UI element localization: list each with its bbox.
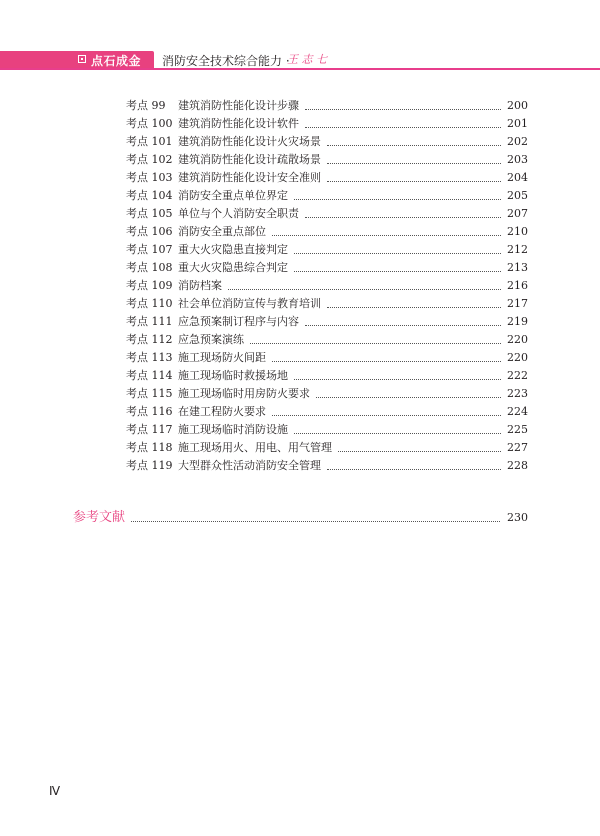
toc-entry[interactable]: [126, 349, 528, 367]
toc-entry[interactable]: [126, 313, 528, 331]
toc-entry-title: 建筑消防性能化设计步骤: [178, 99, 299, 112]
toc-entry-page: 200: [507, 99, 528, 112]
toc-entry-page: 210: [507, 225, 528, 238]
header-rule: [0, 68, 600, 70]
references-entry[interactable]: [73, 508, 528, 528]
toc-entry-page: 203: [507, 153, 528, 166]
toc-entry-title: 施工现场防火间距: [178, 351, 266, 364]
dot-leader: [250, 343, 501, 344]
toc-entry-number: 考点 119: [126, 459, 173, 472]
toc-entry-page: 213: [507, 261, 528, 274]
brand-label: 点石成金: [91, 54, 142, 68]
dot-leader: [294, 379, 501, 380]
toc-entry-page: 224: [507, 405, 528, 418]
toc-entry-page: 227: [507, 441, 528, 454]
toc-entry-title: 消防安全重点单位界定: [178, 189, 288, 202]
dot-leader: [305, 109, 501, 110]
dot-leader: [272, 361, 501, 362]
toc-entry-title: 单位与个人消防安全职责: [178, 207, 299, 220]
toc-entry-title: 建筑消防性能化设计软件: [178, 117, 299, 130]
dot-leader: [305, 217, 501, 218]
toc-entry-number: 考点 117: [126, 423, 173, 436]
toc-entry-number: 考点 104: [126, 189, 173, 202]
toc-entry[interactable]: [126, 241, 528, 259]
toc-entry-number: 考点 108: [126, 261, 173, 274]
dot-leader: [131, 521, 500, 522]
toc-entry-page: 219: [507, 315, 528, 328]
toc-entry-page: 220: [507, 351, 528, 364]
dot-leader: [228, 289, 501, 290]
toc-entry[interactable]: [126, 133, 528, 151]
dot-leader: [327, 163, 501, 164]
toc-entry[interactable]: [126, 223, 528, 241]
toc-entry[interactable]: [126, 115, 528, 133]
toc-entry[interactable]: [126, 187, 528, 205]
toc-entry-page: 205: [507, 189, 528, 202]
toc-entry-number: 考点 105: [126, 207, 173, 220]
author-signature: 王 志 七: [287, 53, 327, 66]
toc-entry-title: 建筑消防性能化设计火灾场景: [178, 135, 321, 148]
toc-entry-title: 施工现场临时用房防火要求: [178, 387, 310, 400]
toc-entry-title: 应急预案演练: [178, 333, 244, 346]
toc-entry-title: 施工现场用火、用电、用气管理: [178, 441, 332, 454]
toc-entry[interactable]: [126, 169, 528, 187]
toc-entry[interactable]: [126, 295, 528, 313]
dot-leader: [294, 199, 501, 200]
dot-leader: [305, 325, 501, 326]
toc-entry-number: 考点 107: [126, 243, 173, 256]
dot-leader: [327, 469, 501, 470]
toc-entry-number: 考点 110: [126, 297, 173, 310]
toc-entry[interactable]: [126, 367, 528, 385]
toc-entry-page: 217: [507, 297, 528, 310]
toc-entry-title: 建筑消防性能化设计安全准则: [178, 171, 321, 184]
dot-leader: [327, 145, 501, 146]
toc-entry-number: 考点 103: [126, 171, 173, 184]
square-icon: [78, 55, 86, 63]
toc-entry[interactable]: [126, 277, 528, 295]
toc-entry-number: 考点 106: [126, 225, 173, 238]
running-header: [0, 51, 600, 70]
toc-entry-number: 考点 116: [126, 405, 173, 418]
toc-entry-number: 考点 99: [126, 99, 166, 112]
dot-leader: [294, 253, 501, 254]
toc-entry[interactable]: [126, 151, 528, 169]
dot-leader: [294, 271, 501, 272]
toc-entry-title: 重大火灾隐患直接判定: [178, 243, 288, 256]
toc-entry-number: 考点 114: [126, 369, 173, 382]
toc-entry[interactable]: [126, 205, 528, 223]
toc-entry[interactable]: [126, 457, 528, 475]
toc-entry[interactable]: [126, 259, 528, 277]
book-title: 消防安全技术综合能力 ·: [162, 54, 290, 68]
toc-entry[interactable]: [126, 439, 528, 457]
toc-entry-number: 考点 100: [126, 117, 173, 130]
toc-entry-number: 考点 102: [126, 153, 173, 166]
toc-entry[interactable]: [126, 421, 528, 439]
toc-entry-page: 222: [507, 369, 528, 382]
toc-entry-number: 考点 111: [126, 315, 173, 328]
references-page: 230: [507, 511, 528, 524]
toc-entry-page: 228: [507, 459, 528, 472]
toc-entry-number: 考点 112: [126, 333, 173, 346]
toc-entry-page: 202: [507, 135, 528, 148]
toc-entry-page: 225: [507, 423, 528, 436]
toc-entry-title: 大型群众性活动消防安全管理: [178, 459, 321, 472]
toc-entry-title: 应急预案制订程序与内容: [178, 315, 299, 328]
toc-entry-number: 考点 109: [126, 279, 173, 292]
toc-entry-number: 考点 113: [126, 351, 173, 364]
toc-entry-page: 216: [507, 279, 528, 292]
dot-leader: [327, 307, 501, 308]
toc-entry-page: 223: [507, 387, 528, 400]
toc-entry[interactable]: [126, 97, 528, 115]
table-of-contents: [126, 97, 528, 475]
toc-entry-title: 建筑消防性能化设计疏散场景: [178, 153, 321, 166]
toc-entry-title: 消防档案: [178, 279, 222, 292]
toc-entry-title: 社会单位消防宣传与教育培训: [178, 297, 321, 310]
dot-leader: [294, 433, 501, 434]
toc-entry-title: 在建工程防火要求: [178, 405, 266, 418]
toc-entry[interactable]: [126, 403, 528, 421]
dot-leader: [316, 397, 501, 398]
dot-leader: [327, 181, 501, 182]
toc-entry[interactable]: [126, 385, 528, 403]
toc-entry-page: 204: [507, 171, 528, 184]
toc-entry-number: 考点 101: [126, 135, 173, 148]
dot-leader: [272, 415, 501, 416]
toc-entry[interactable]: [126, 331, 528, 349]
page-number: Ⅳ: [49, 784, 61, 798]
toc-entry-page: 212: [507, 243, 528, 256]
toc-entry-title: 施工现场临时消防设施: [178, 423, 288, 436]
dot-leader: [305, 127, 501, 128]
references-title: 参考文献: [73, 510, 126, 525]
toc-entry-number: 考点 115: [126, 387, 173, 400]
dot-leader: [272, 235, 501, 236]
toc-entry-title: 施工现场临时救援场地: [178, 369, 288, 382]
toc-entry-title: 消防安全重点部位: [178, 225, 266, 238]
dot-leader: [338, 451, 501, 452]
toc-entry-page: 207: [507, 207, 528, 220]
toc-entry-number: 考点 118: [126, 441, 173, 454]
toc-entry-title: 重大火灾隐患综合判定: [178, 261, 288, 274]
toc-entry-page: 201: [507, 117, 528, 130]
toc-entry-page: 220: [507, 333, 528, 346]
